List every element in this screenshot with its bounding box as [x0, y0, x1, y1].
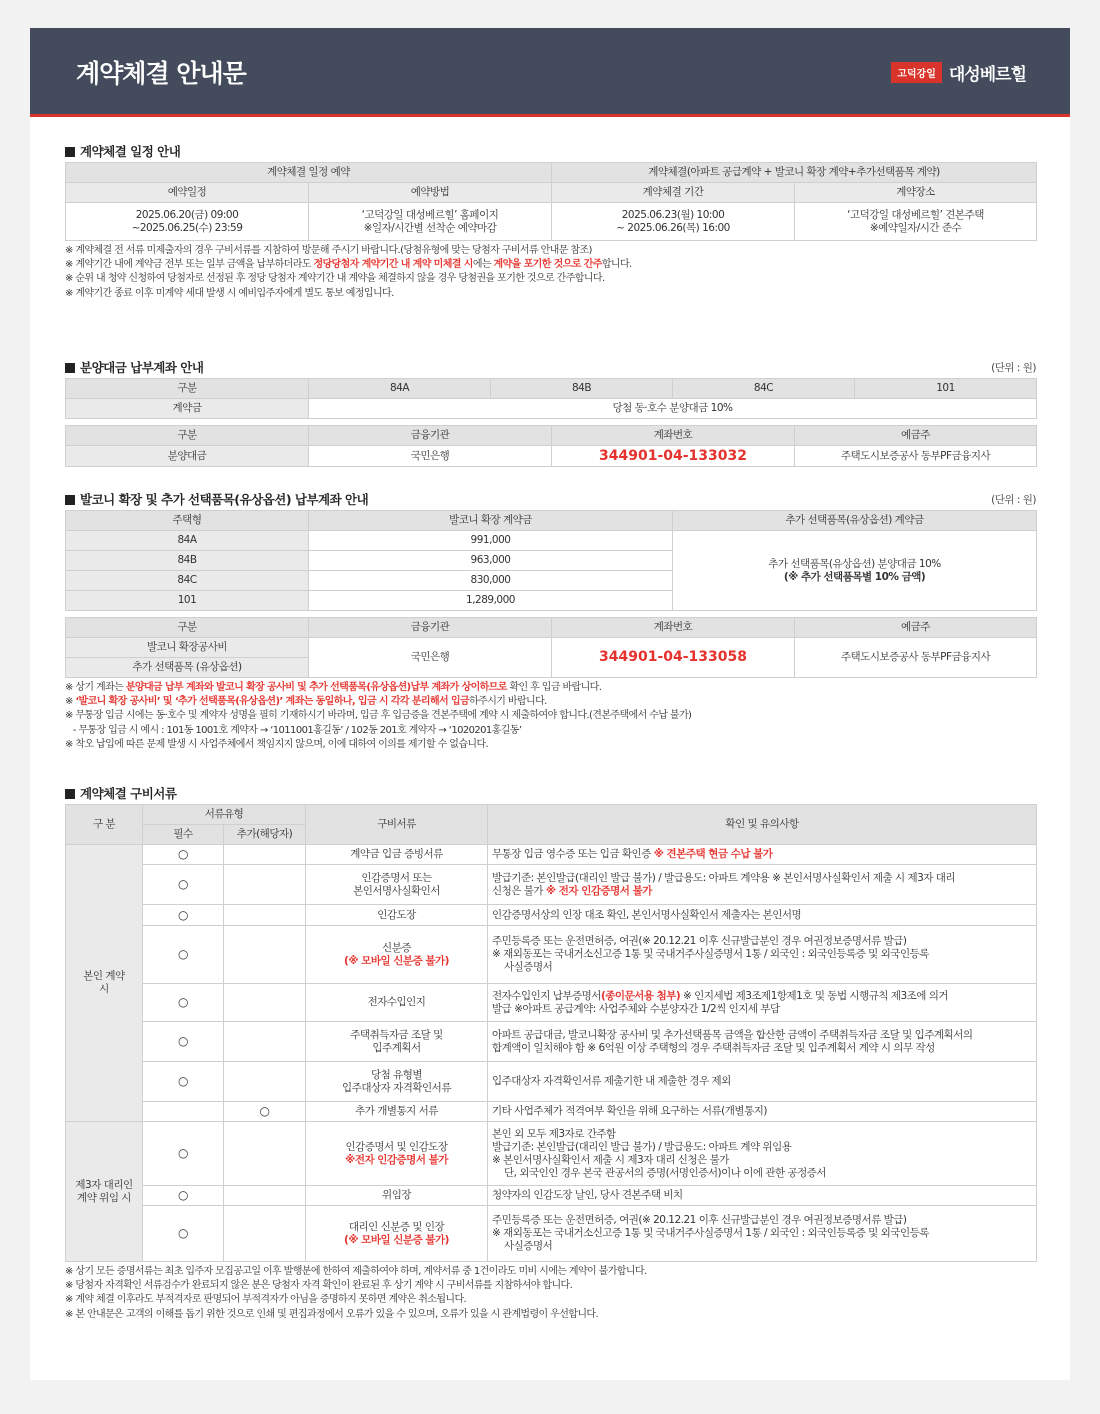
- document-name: 위임장: [306, 1186, 488, 1206]
- documents-table: 구 분 서류유형 구비서류 확인 및 유의사항 필수 추가(해당자) 본인 계약 시 ○ 계약금 입금 증빙서류 무통장 입금 영수증 또는 입금 확인증 ※ 견본주택 현금 수납 불가 ○ 인감증명서 또는 본인서명사실확인서 발급기준: 본인발급(대리인 발급 불가) / 발급용도: 아파트 계약용 ※ 본인서명사실확인서 제출 시 제3자 대리 신청은 불가 ※ 전자 인감증명서 불가 ○ 인감도장 인감증명서상의 인장 대조 확인, 본인서명사실확인서 제출자는 본인서명 ○ 신분증 (※ 모바일 신분증 불가) 주민등록증 또는 운전면허증, 여권(※ 20.12.21 이후 신규발급분인 경우 여권정보증명서류 발급) ※ 재외동포는 국내거소신고증 1통 및 국내거주사실증명서 1통 / 외국인 : 외국인등록증 및 외국인등록 사실증명서 ○ 전자수입인지 전자수입인지 납부증명서(종이문서용 첨부) ※ 인지세법 제3조제1항제1호 및 동법 시행규칙 제3조에 의거 발급 ※아파트 공급계약: 사업주체와 수분양자간 1/2씩 인지세 부담 ○ 주택취득자금 조달 및 입주계획서 아파트 공급대금, 발코니확장 공사비 및 추가선택품목 금액을 합산한 금액이 주택취득자금 조달 및 입주계획서의 합계액이 일치해야 함 ※ 6억원 이상 주택형의 경우 주택취득자금 조달 및 입주계획서 계약 시 의무 작성 ○ 당첨 유형별 입주대상자 자격확인서류 입주대상자 자격확인서류 제출기한 내 제출한 경우 제외 ○ 추가 개별통지 서류 기타 사업주체가 적격여부 확인을 위해 요구하는 서류(개별통지) 제3자 대리인 계약 위임 시 ○ 인감증명서 및 인감도장 ※전자 인감증명서 불가 본인 외 모두 제3자로 간주함 발급기준: 본인발급(대리인 발급 불가) / 발급용도: 아파트 계약 위임용 ※ 본인서명사실확인서 제출 시 제3자 대리 신청은 불가 단, 외국인인 경우 본국 관공서의 증명(서명인증서)이나 이에 관한 공정증서 ○ 위임장 청약자의 인감도장 날인, 당사 견본주택 비치 ○ 대리인 신분증 및 인장 (※ 모바일 신분증 불가) 주민등록증 또는 운전면허증, 여권(※ 20.12.21 이후 신규발급분인 경우 여권정보증명서류 발급) ※ 재외동포는 국내거소신고증 1통 및 국내거주사실증명서 1통 / 외국인 : 외국인등록증 및 외국인등록 사실증명서: [65, 804, 1037, 1262]
- required-mark: ○: [143, 1206, 224, 1262]
- header-bar: [30, 28, 1070, 117]
- category-self: 본인 계약 시: [66, 845, 143, 1122]
- documents-title: 계약체결 구비서류: [65, 784, 1036, 804]
- deposit-value: 당첨 동·호수 분양대금 10%: [309, 399, 1037, 419]
- category-proxy: 제3자 대리인 계약 위임 시: [66, 1122, 143, 1262]
- required-mark: ○: [143, 1062, 224, 1102]
- page-title: 계약체결 안내문: [76, 59, 246, 88]
- deposit-label: 계약금: [66, 399, 309, 419]
- document-note: 아파트 공급대금, 발코니확장 공사비 및 추가선택품목 금액을 합산한 금액이 주택취득자금 조달 및 입주계획서의 합계액이 일치해야 함 ※ 6억원 이상 주택형의 경우 주택취득자금 조달 및 입주계획서 계약 시 의무 작성: [488, 1022, 1037, 1062]
- balcony-amount: 963,000: [309, 551, 673, 571]
- house-type: 84B: [66, 551, 309, 571]
- schedule-table: [65, 162, 1037, 241]
- reservation-date: 2025.06.20(금) 09:00 ~2025.06.25(수) 23:59: [66, 203, 309, 241]
- schedule-title: 계약체결 일정 안내: [65, 142, 1036, 162]
- documents-notes: ※ 상기 모든 증명서류는 최초 입주자 모집공고일 이후 발행분에 한하여 제출하여야 하며, 계약서류 중 1건이라도 미비 시에는 계약이 불가합니다. ※ 당첨자 자격확인 서류검수가 완료되지 않은 분은 당첨자 자격 확인이 완료된 후 상기 계약 시 구비서류를 지참하셔야 합니다. ※ 계약 체결 이후라도 부적격자로 판명되어 부적격자가 아님을 증명하지 못하면 계약은 취소됩니다. ※ 본 안내문은 고객의 이해를 돕기 위한 것으로 인쇄 및 편집과정에서 오류가 있을 수 있으며, 오류가 있을 시 관계법령이 우선합니다.: [65, 1266, 647, 1320]
- document-name: 전자수입인지: [306, 984, 488, 1022]
- document-name: 인감증명서 및 인감도장 ※전자 인감증명서 불가: [306, 1122, 488, 1186]
- balcony-amount: 1,289,000: [309, 591, 673, 611]
- payment-account-table: 구분 금융기관 계좌번호 예금주 분양대금 국민은행 344901-04-133032 주택도시보증공사 동부PF금융지사: [65, 425, 1037, 467]
- brand-logo: [891, 60, 1026, 85]
- contract-place: ‘고덕강일 대성베르힐’ 견본주택 ※예약일자/시간 준수: [795, 203, 1037, 241]
- col-header: 예약일정: [66, 183, 309, 203]
- balcony-section: [65, 490, 1036, 752]
- contract-period: 2025.06.23(월) 10:00 ~ 2025.06.26(목) 16:00: [552, 203, 795, 241]
- account-holder: 주택도시보증공사 동부PF금융지사: [795, 446, 1037, 467]
- col-header: 계약체결 기간: [552, 183, 795, 203]
- balcony-notes: ※ 상기 계좌는 분양대금 납부 계좌와 발코니 확장 공사비 및 추가 선택품목(유상옵션)납부 계좌가 상이하므로 확인 후 입금 바랍니다. ※ ‘발코니 확장 공사비’ 및 ‘추가 선택품목(유상옵션)’ 계좌는 동일하나, 입금 시 각각 분리해서 입금하주시기 바랍니다. ※ 무통장 입금 시에는 동·호수 및 계약자 성명을 필히 기재하시기 바라며, 입금 후 입금증을 견본주택에 계약 시 제출하여야 합니다.(견본주택에서 수납 불가) - 무통장 입금 시 예시 : 101동 1001호 계약자 → ‘1011001홍길동’ / 102동 201호 계약자 → ‘1020201홍길동’ ※ 착오 납입에 따른 문제 발생 시 사업주체에서 책임지지 않으며, 이에 대하여 이의를 제기할 수 없습니다.: [65, 682, 692, 750]
- document-note: 인감증명서상의 인장 대조 확인, 본인서명사실확인서 제출자는 본인서명: [488, 905, 1037, 926]
- required-mark: ○: [143, 845, 224, 865]
- balcony-account-table: 구분 금융기관 계좌번호 예금주 발코니 확장공사비 국민은행 344901-04-133058 주택도시보증공사 동부PF금융지사 추가 선택품목 (유상옵션): [65, 617, 1037, 678]
- required-mark: ○: [143, 926, 224, 984]
- required-mark: ○: [143, 905, 224, 926]
- document-note: 입주대상자 자격확인서류 제출기한 내 제출한 경우 제외: [488, 1062, 1037, 1102]
- document-note: 발급기준: 본인발급(대리인 발급 불가) / 발급용도: 아파트 계약용 ※ 본인서명사실확인서 제출 시 제3자 대리 신청은 불가 ※ 전자 인감증명서 불가: [488, 865, 1037, 905]
- square-bullet-icon: [65, 789, 75, 799]
- col-header: 예약방법: [309, 183, 552, 203]
- balcony-table: 주택형 발코니 확장 계약금 추가 선택품목(유상옵션) 계약금 84A 991,000 추가 선택품목(유상옵션) 분양대금 10% (※ 추가 선택품목별 10% 금액) 84B 963,000 84C 830,000 101 1,289,000: [65, 510, 1037, 611]
- deposit-table: 구분 84A 84B 84C 101 계약금 당첨 동·호수 분양대금 10%: [65, 378, 1037, 419]
- square-bullet-icon: [65, 147, 75, 157]
- payment-section: [65, 358, 1036, 467]
- required-mark: ○: [143, 1022, 224, 1062]
- bank-name: 국민은행: [309, 638, 552, 678]
- document-note: 본인 외 모두 제3자로 간주함 발급기준: 본인발급(대리인 발급 불가) / 발급용도: 아파트 계약 위임용 ※ 본인서명사실확인서 제출 시 제3자 대리 신청은 불가 단, 외국인인 경우 본국 관공서의 증명(서명인증서)이나 이에 관한 공정증서: [488, 1122, 1037, 1186]
- additional-mark: ○: [224, 1102, 306, 1122]
- document-name: 신분증 (※ 모바일 신분증 불가): [306, 926, 488, 984]
- document-name: 대리인 신분증 및 인장 (※ 모바일 신분증 불가): [306, 1206, 488, 1262]
- balcony-amount: 991,000: [309, 531, 673, 551]
- account-number: 344901-04-133032: [552, 446, 795, 467]
- document-note: 무통장 입금 영수증 또는 입금 확인증 ※ 견본주택 현금 수납 불가: [488, 845, 1037, 865]
- document-name: 추가 개별통지 서류: [306, 1102, 488, 1122]
- document-note: 주민등록증 또는 운전면허증, 여권(※ 20.12.21 이후 신규발급분인 경우 여권정보증명서류 발급) ※ 재외동포는 국내거소신고증 1통 및 국내거주사실증명서 1통 / 외국인 : 외국인등록증 및 외국인등록 사실증명서: [488, 1206, 1037, 1262]
- square-bullet-icon: [65, 495, 75, 505]
- document-name: 인감증명서 또는 본인서명사실확인서: [306, 865, 488, 905]
- document-note: 전자수입인지 납부증명서(종이문서용 첨부) ※ 인지세법 제3조제1항제1호 및 동법 시행규칙 제3조에 의거 발급 ※아파트 공급계약: 사업주체와 수분양자간 1/2씩 인지세 부담: [488, 984, 1037, 1022]
- house-type: 84A: [66, 531, 309, 551]
- balcony-amount: 830,000: [309, 571, 673, 591]
- document-name: 계약금 입금 증빙서류: [306, 845, 488, 865]
- document-name: 당첨 유형별 입주대상자 자격확인서류: [306, 1062, 488, 1102]
- account-holder: 주택도시보증공사 동부PF금융지사: [795, 638, 1037, 678]
- document-note: 청약자의 인감도장 날인, 당사 견본주택 비치: [488, 1186, 1037, 1206]
- house-type: 84C: [66, 571, 309, 591]
- reservation-method: ‘고덕강일 대성베르힐’ 홈페이지 ※일자/시간별 선착순 예약마감: [309, 203, 552, 241]
- document-name: 주택취득자금 조달 및 입주계획서: [306, 1022, 488, 1062]
- schedule-notes: ※ 계약체결 전 서류 미제출자의 경우 구비서류를 지참하여 방문해 주시기 바랍니다.(당첨유형에 맞는 당첨자 구비서류 안내문 참조) ※ 계약기간 내에 계약금 전부 또는 일부 금액을 납부하더라도 정당당첨자 계약기간 내 계약 미체결 시에는 계약을 포기한 것으로 간주합니다. ※ 순위 내 청약 신청하여 당첨자로 선정된 후 정당 당첨자 계약기간 내 계약을 체결하지 않을 경우 당첨권을 포기한 것으로 간주합니다. ※ 계약기간 종료 이후 미계약 세대 발생 시 예비입주자에게 별도 통보 예정입니다.: [65, 245, 632, 299]
- schedule-section: [65, 142, 1036, 301]
- required-mark: ○: [143, 1122, 224, 1186]
- documents-section: [65, 784, 1036, 1322]
- schedule-group-reservation: 계약체결 일정 예약: [66, 163, 552, 183]
- bank-name: 국민은행: [309, 446, 552, 467]
- payment-title: 분양대금 납부계좌 안내 (단위 : 원): [65, 358, 1036, 378]
- house-type: 101: [66, 591, 309, 611]
- brand-tag: 고덕강일: [891, 62, 942, 83]
- account-number: 344901-04-133058: [552, 638, 795, 678]
- option-deposit: 추가 선택품목(유상옵션) 분양대금 10% (※ 추가 선택품목별 10% 금액): [673, 531, 1037, 611]
- required-mark: ○: [143, 1186, 224, 1206]
- document-note: 기타 사업주체가 적격여부 확인을 위해 요구하는 서류(개별통지): [488, 1102, 1037, 1122]
- required-mark: ○: [143, 865, 224, 905]
- square-bullet-icon: [65, 363, 75, 373]
- col-header: 계약장소: [795, 183, 1037, 203]
- document-name: 인감도장: [306, 905, 488, 926]
- notice-sheet: [30, 28, 1070, 1380]
- schedule-group-contract: 계약체결(아파트 공급계약 + 발코니 확장 계약+추가선택품목 계약): [552, 163, 1037, 183]
- document-note: 주민등록증 또는 운전면허증, 여권(※ 20.12.21 이후 신규발급분인 경우 여권정보증명서류 발급) ※ 재외동포는 국내거소신고증 1통 및 국내거주사실증명서 1통 / 외국인 : 외국인등록증 및 외국인등록 사실증명서: [488, 926, 1037, 984]
- brand-name: 대성베르힐: [948, 65, 1026, 85]
- balcony-title: 발코니 확장 및 추가 선택품목(유상옵션) 납부계좌 안내 (단위 : 원): [65, 490, 1036, 510]
- required-mark: ○: [143, 984, 224, 1022]
